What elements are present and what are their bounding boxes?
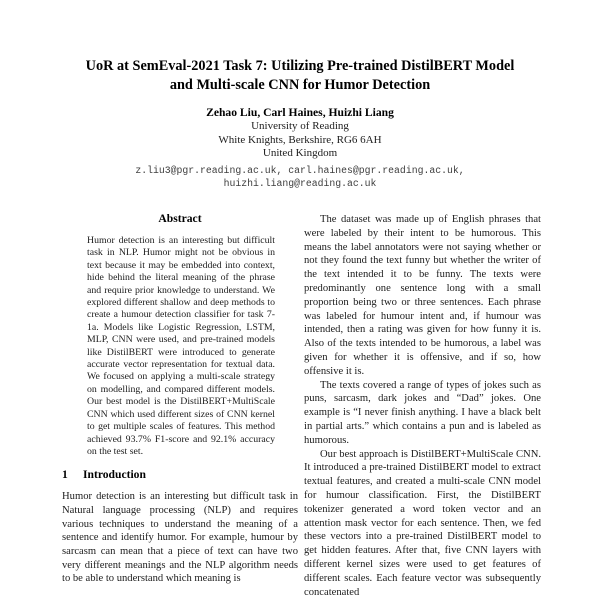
left-column [62,206,298,586]
body-paragraph-approach: Our best approach is DistilBERT+MultiScale CNN. It introduced a pre-trained DistilBERT model to extract textual features, and created a multi-scale CNN model for humour classification. First, the DistilBERT tokenizer generated a word token vector and an attention mask vector for each sentence. Then, we fed these vectors into a pre-trained DistilBERT model to get hidden features. After that, five CNN layers with different kernel sizes were used to get features of different scales. Each feature vector was subsequently concatenated [304,448,541,598]
affiliation-country: United Kingdom [262,147,338,160]
author-emails [0,164,600,190]
paper-title-line-2: and Multi-scale CNN for Humor Detection [169,76,431,93]
affiliation-institution: University of Reading [251,120,349,132]
section-heading-introduction [62,468,298,481]
section-title: Introduction [83,468,146,482]
body-paragraph-jokes: The texts covered a range of types of jokes such as puns, sarcasm, dark jokes and “Dad” jokes. One example is “I never finish anything. I have a black belt in partial arts.” which contains a pun and is labeled as humorous. [304,379,541,446]
paper-title-line-1: UoR at SemEval-2021 Task 7: Utilizing Pre-trained DistilBERT Model [85,58,515,74]
paper-header [0,57,600,190]
email-line-2: huizhi.liang@reading.ac.uk [223,177,377,189]
body-paragraph-dataset: The dataset was made up of English phrases that were labeled by their intent to be humorous. This means the label annotators were not saying whether or not they found the text funny but whether the writer of the text intended it to be funny. The texts were predominantly one sentence long with a small proportion being two or three sentences. Each phrase was labeled for humour intent and, if humour was intended, then a rating was given for how funny it is. Also of the texts intended to be humorous, a label was given for whether it is offensive, and if so, how offensive it is. [304,214,541,377]
abstract-body: Humor detection is an interesting but difficult task in NLP. Humor might not be obvious in text because it may be embedded into context, hide behind the literal meaning of the phrase and require prior knowledge to understand. We explored different shallow and deep methods to create a humour detection classifier for task 7-1a. Models like Logistic Regression, LSTM, MLP, CNN were used, and pre-trained models like DistilBERT were introduced to generate accurate vector representation for textual data. We focused on applying a multi-scale strategy on modelling, and compared different models. Our best model is the DistilBERT+MultiScale CNN which used different sizes of CNN kernel to get multiple scales of features. This method achieved 93.7% F1-score and 92.1% accuracy on the test set. [87,235,275,457]
right-column [304,206,541,599]
email-line-1: z.liu3@pgr.reading.ac.uk, carl.haines@pgr.reading.ac.uk, [135,164,465,176]
introduction-paragraph: Humor detection is an interesting but difficult task in Natural language processing (NLP) and requires various techniques to understand the meaning of a sentence and identify humor. For example, humour by sarcasm can mean that a piece of text can have two very different meanings and the NLP algorithm needs to be able to understand which meaning is [62,491,298,585]
abstract-heading: Abstract [158,212,202,225]
affiliation-address: White Knights, Berkshire, RG6 6AH [218,133,382,146]
author-names: Zehao Liu, Carl Haines, Huizhi Liang [206,106,394,119]
section-number: 1 [62,468,68,482]
